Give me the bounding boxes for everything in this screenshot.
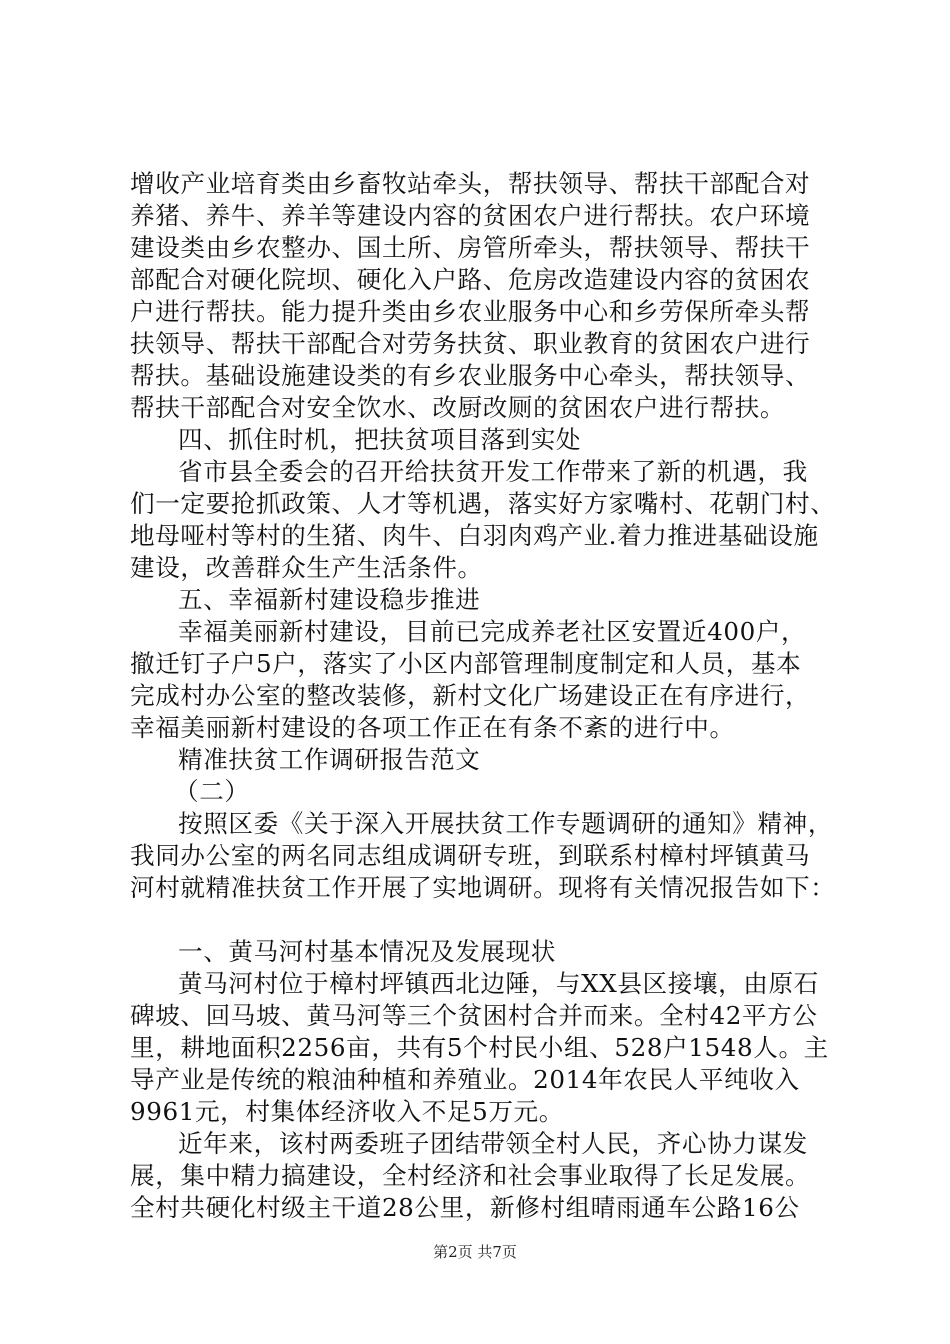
text-line: 按照区委《关于深入开展扶贫工作专题调研的通知》精神， [178,809,834,838]
page-number: 第2页 共7页 [433,1243,517,1261]
text-line: 碑坡、回马坡、黄马河等三个贫困村合并而来。全村42平方公 [130,1001,818,1030]
blank-line [130,904,830,936]
document-body [130,168,836,1224]
text-line: 撤迁钉子户5户，落实了小区内部管理制度制定和人员，基本 [130,649,802,678]
text-line: 导产业是传统的粮油种植和养殖业。2014年农民人平纯收入 [130,1065,800,1094]
text-line: 们一定要抢抓政策、人才等机遇，落实好方家嘴村、花朝门村、 [130,489,836,518]
text-line: 幸福美丽新村建设，目前已完成养老社区安置近400户， [178,617,807,646]
text-line: 里，耕地面积2256亩，共有5个村民小组、528户1548人。主 [130,1033,829,1062]
text-line: 黄马河村位于樟村坪镇西北边陲，与XX县区接壤，由原石 [178,969,819,998]
text-line: 近年来，该村两委班子团结带领全村人民，齐心协力谋发 [178,1129,808,1158]
text-line: 全村共硬化村级主干道28公里，新修村组晴雨通车公路16公 [130,1193,800,1222]
text-line: 我同办公室的两名同志组成调研专班，到联系村樟村坪镇黄马 [130,841,811,870]
text-line: 建设类由乡农整办、国土所、房管所牵头，帮扶领导、帮扶干 [130,233,811,262]
text-line: 养猪、养牛、养羊等建设内容的贫困农户进行帮扶。农户环境 [130,201,811,230]
text-line: 完成村办公室的整改装修，新村文化广场建设正在有序进行， [130,681,811,710]
document-title: 精准扶贫工作调研报告范文 [178,745,481,774]
section-heading: 五、幸福新村建设稳步推进 [178,585,481,614]
text-line: 部配合对硬化院坝、硬化入户路、危房改造建设内容的贫困农 [130,265,811,294]
text-line: 增收产业培育类由乡畜牧站牵头，帮扶领导、帮扶干部配合对 [130,169,811,198]
text-line: 9961元，村集体经济收入不足5万元。 [130,1097,564,1126]
document-subtitle: （二） [174,777,250,806]
text-line: 户进行帮扶。能力提升类由乡农业服务中心和乡劳保所牵头帮 [130,297,811,326]
section-heading: 一、黄马河村基本情况及发展现状 [178,937,556,966]
text-line: 河村就精准扶贫工作开展了实地调研。现将有关情况报告如下： [130,873,836,902]
text-line: 展，集中精力搞建设，全村经济和社会事业取得了长足发展。 [130,1161,811,1190]
text-line: 帮扶。基础设施建设类的有乡农业服务中心牵头，帮扶领导、 [130,361,811,390]
text-line: 省市县全委会的召开给扶贫开发工作带来了新的机遇，我 [178,457,808,486]
text-line: 扶领导、帮扶干部配合对劳务扶贫、职业教育的贫困农户进行 [130,329,811,358]
text-line: 帮扶干部配合对安全饮水、改厨改厕的贫困农户进行帮扶。 [130,393,786,422]
text-line: 地母哑村等村的生猪、肉牛、白羽肉鸡产业.着力推进基础设施 [130,521,819,550]
section-heading: 四、抓住时机，把扶贫项目落到实处 [178,425,582,454]
text-line: 建设，改善群众生产生活条件。 [130,553,483,582]
text-line: 幸福美丽新村建设的各项工作正在有条不紊的进行中。 [130,713,735,742]
